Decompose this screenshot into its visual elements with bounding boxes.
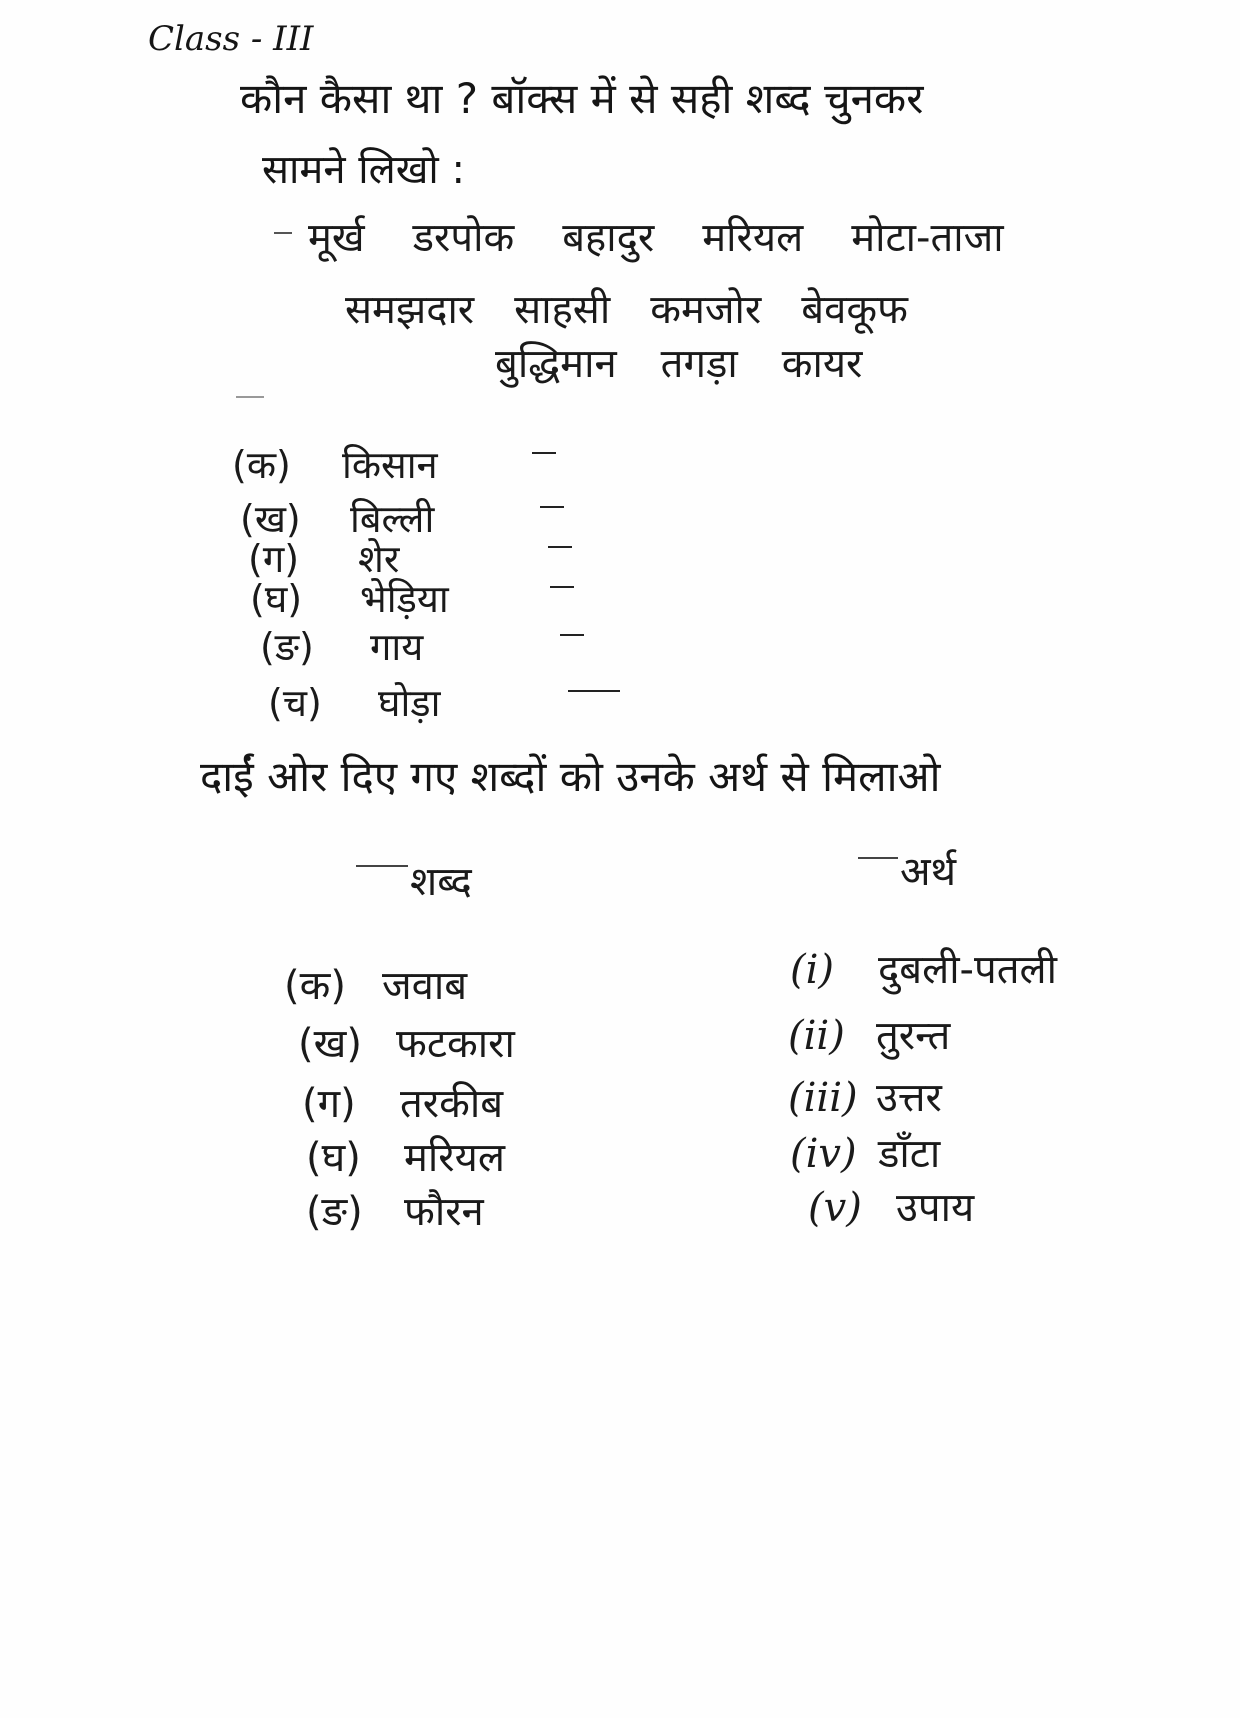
match-meaning-text: उत्तर <box>876 1075 942 1121</box>
match-meaning <box>790 940 1057 995</box>
match-meaning-label: (i) <box>790 947 835 993</box>
match-meaning-text: उपाय <box>896 1185 975 1231</box>
words-column-heading: शब्द <box>410 859 472 905</box>
fill-item <box>250 572 574 624</box>
fill-item-name: शेर <box>358 537 400 581</box>
heading-dash-right <box>858 857 898 859</box>
match-meaning-label: (iii) <box>788 1075 858 1121</box>
separator-dash <box>236 396 264 398</box>
match-meaning <box>790 1124 940 1179</box>
fill-item-label: (ङ) <box>260 625 314 669</box>
fill-item <box>268 676 620 728</box>
match-word <box>306 1128 505 1183</box>
heading-dash-left <box>356 865 408 867</box>
match-meaning-label: (v) <box>808 1185 862 1231</box>
word-box-word: समझदार <box>345 287 475 333</box>
word-box-word: मूर्ख <box>308 215 365 261</box>
match-word <box>298 1014 515 1069</box>
meanings-column-heading: अर्थ <box>900 849 957 895</box>
fill-item-label: (च) <box>268 681 322 725</box>
word-box-dash <box>274 232 292 234</box>
word-box-word: मोटा-ताजा <box>851 215 1004 261</box>
match-word-label: (ख) <box>298 1021 362 1067</box>
match-word <box>284 956 467 1011</box>
fill-item-name: गाय <box>370 625 424 669</box>
word-box-word: बुद्धिमान <box>495 341 617 387</box>
question1-instruction-line2: सामने लिखो : <box>262 147 465 193</box>
match-meaning-label: (ii) <box>788 1013 845 1059</box>
match-meaning <box>808 1178 974 1233</box>
match-word-text: मरियल <box>404 1135 505 1181</box>
fill-item-name: बिल्ली <box>350 497 435 541</box>
match-word <box>306 1182 484 1237</box>
word-box-word: कमजोर <box>650 287 762 333</box>
word-box-word: कायर <box>781 341 863 387</box>
answer-blank[interactable] <box>548 546 572 548</box>
answer-blank[interactable] <box>560 634 584 636</box>
match-word <box>302 1074 503 1129</box>
answer-blank[interactable] <box>532 452 556 454</box>
match-meaning-text: दुबली-पतली <box>878 947 1057 993</box>
answer-blank[interactable] <box>568 690 620 692</box>
word-box-word: बेवकूफ <box>801 287 908 333</box>
match-word-text: फटकारा <box>396 1021 515 1067</box>
fill-item-name: किसान <box>342 443 438 487</box>
match-word-label: (ङ) <box>306 1189 363 1235</box>
question1-instruction-line1: कौन कैसा था ? बॉक्स में से सही शब्द चुनकर <box>240 74 924 123</box>
word-box-word: मरियल <box>702 215 804 261</box>
match-meaning-text: डाँटा <box>878 1131 941 1177</box>
match-word-text: जवाब <box>382 963 468 1009</box>
fill-item-label: (क) <box>232 443 291 487</box>
fill-item-name: भेड़िया <box>360 577 449 621</box>
fill-item-label: (घ) <box>250 577 303 621</box>
match-meaning <box>788 1006 950 1061</box>
fill-item-label: (ग) <box>248 537 300 581</box>
fill-item <box>260 620 584 672</box>
fill-item-name: घोड़ा <box>378 681 441 725</box>
match-meaning-label: (iv) <box>790 1131 857 1177</box>
word-box-row-3 <box>495 334 862 389</box>
match-word-label: (घ) <box>306 1135 361 1181</box>
match-word-label: (क) <box>284 963 346 1009</box>
match-meaning <box>788 1068 942 1123</box>
word-box-word: तगड़ा <box>660 341 738 387</box>
word-box-word: साहसी <box>514 287 611 333</box>
fill-item <box>232 438 556 490</box>
word-box-word: डरपोक <box>412 215 515 261</box>
match-word-text: तरकीब <box>400 1081 504 1127</box>
class-label: Class - III <box>148 19 314 59</box>
answer-blank[interactable] <box>550 586 574 588</box>
word-box-word: बहादुर <box>562 215 655 261</box>
match-meaning-text: तुरन्त <box>876 1013 951 1059</box>
match-word-text: फौरन <box>404 1189 484 1235</box>
question2-instruction: दाईं ओर दिए गए शब्दों को उनके अर्थ से मिलाओ <box>200 752 941 801</box>
word-box-row-2 <box>345 280 908 335</box>
word-box-row-1 <box>308 208 1004 263</box>
match-word-label: (ग) <box>302 1081 356 1127</box>
fill-item-label: (ख) <box>240 497 301 541</box>
answer-blank[interactable] <box>540 506 564 508</box>
